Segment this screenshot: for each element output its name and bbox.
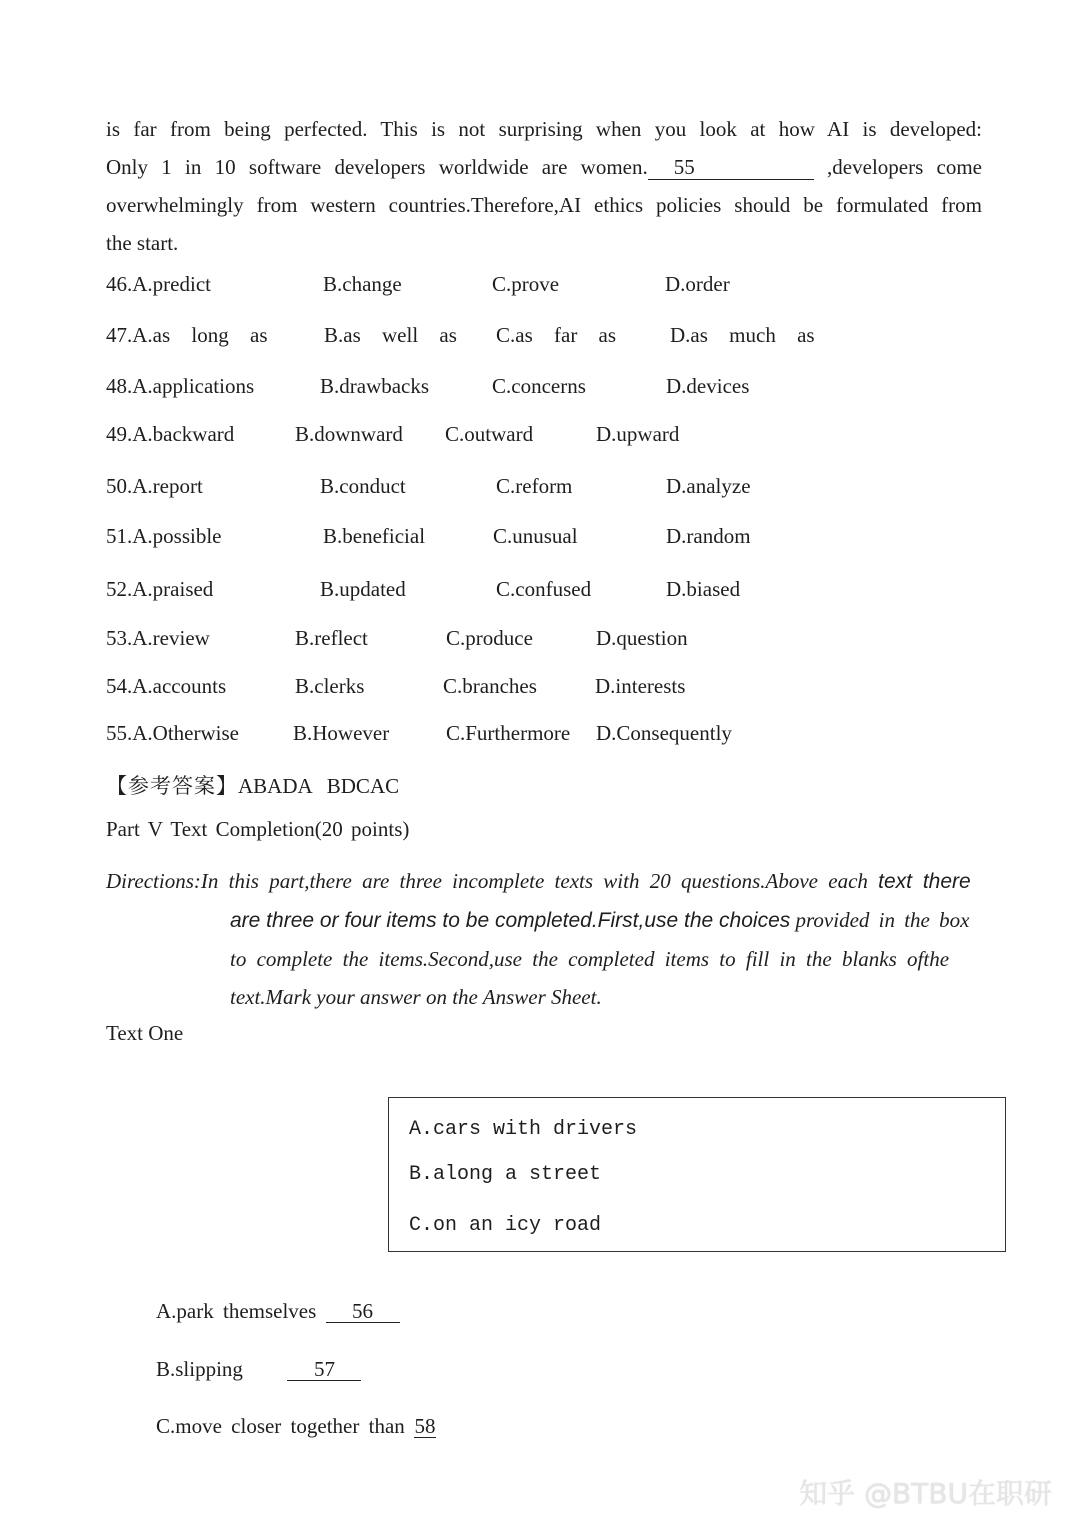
option-c: C.branches: [443, 674, 537, 698]
reference-answer: [106, 770, 399, 800]
item-label: A.park themselves: [156, 1299, 317, 1323]
question-46: [106, 272, 1006, 302]
choice-box: [388, 1097, 1006, 1252]
question-47: [106, 323, 1006, 353]
item-label: C.move closer together than: [156, 1414, 405, 1438]
option-b: B.beneficial: [323, 524, 426, 548]
option-c: C.concerns: [492, 374, 586, 398]
option-b: B.drawbacks: [320, 374, 430, 398]
item-label: B.slipping: [156, 1357, 243, 1381]
directions-text: are three or four items to be completed.First,use the choices: [230, 909, 791, 932]
completion-item: [156, 1414, 436, 1439]
option-c: C.produce: [446, 626, 533, 650]
option-c: C.prove: [492, 272, 560, 296]
choice-item: C.on an icy road: [409, 1214, 602, 1237]
option-d: D.upward: [596, 422, 680, 446]
answer-blank-55: 55: [648, 155, 814, 180]
option-d: D.question: [596, 626, 688, 650]
option-c: C.confused: [496, 577, 592, 601]
answer-blank-57: 57: [287, 1358, 361, 1381]
passage-text: Only 1 in 10 software developers worldwide are women.: [106, 155, 648, 179]
directions-line: text.Mark your answer on the Answer Sheet.: [230, 985, 602, 1009]
question-48: [106, 374, 1006, 404]
passage-line: overwhelmingly from western countries.Therefore,AI ethics policies should be formulated from: [106, 193, 982, 217]
passage-line: [106, 148, 982, 186]
option-d: D.as much as: [670, 323, 815, 347]
option-b: B.as well as: [324, 323, 457, 347]
option-a: 54.A.accounts: [106, 674, 227, 698]
directions-line: to complete the items.Second,use the completed items to fill in the blanks ofthe: [230, 947, 950, 971]
answer-value: ABADA BDCAC: [238, 774, 400, 798]
option-b: B.However: [293, 721, 390, 745]
watermark: 知乎 @BTBU在职研: [799, 1477, 1052, 1510]
section-heading: Text One: [106, 1021, 184, 1045]
option-d: D.devices: [666, 374, 750, 398]
passage-line: the start.: [106, 231, 179, 255]
option-b: B.downward: [295, 422, 403, 446]
option-a: 55.A.Otherwise: [106, 721, 239, 745]
completion-item: [156, 1299, 400, 1324]
question-51: [106, 524, 1006, 554]
option-b: B.reflect: [295, 626, 368, 650]
option-c: C.unusual: [493, 524, 578, 548]
passage-text: ,developers come: [827, 155, 983, 179]
answer-blank-58: 58: [414, 1414, 436, 1438]
question-52: [106, 577, 1006, 607]
directions: [106, 862, 998, 1016]
option-b: B.change: [323, 272, 402, 296]
passage-line: is far from being perfected. This is not surprising when you look at how AI is developed:: [106, 117, 982, 141]
choice-item: A.cars with drivers: [409, 1118, 638, 1141]
option-a: 46.A.predict: [106, 272, 211, 296]
option-a: 51.A.possible: [106, 524, 222, 548]
question-49: [106, 422, 1006, 452]
option-d: D.Consequently: [596, 721, 732, 745]
option-a: 53.A.review: [106, 626, 210, 650]
option-c: C.reform: [496, 474, 573, 498]
choice-item: B.along a street: [409, 1163, 602, 1186]
question-53: [106, 626, 1006, 656]
option-a: 49.A.backward: [106, 422, 235, 446]
option-c: C.Furthermore: [446, 721, 571, 745]
option-a: 50.A.report: [106, 474, 203, 498]
directions-text: Directions:In this part,there are three incomplete texts with 20 questions.Above each: [106, 869, 868, 893]
option-d: D.interests: [595, 674, 686, 698]
directions-text: text there: [878, 870, 971, 893]
option-a: 52.A.praised: [106, 577, 214, 601]
answer-blank-56: 56: [326, 1300, 400, 1323]
option-d: D.random: [666, 524, 751, 548]
answer-label: 【参考答案】: [106, 774, 238, 798]
reading-passage: [106, 110, 982, 262]
option-b: B.conduct: [320, 474, 406, 498]
option-c: C.outward: [445, 422, 534, 446]
directions-line: [106, 901, 998, 940]
option-a: 47.A.as long as: [106, 323, 268, 347]
question-55: [106, 721, 1006, 751]
option-d: D.analyze: [666, 474, 751, 498]
question-54: [106, 674, 1006, 704]
question-50: [106, 474, 1006, 504]
option-d: D.biased: [666, 577, 741, 601]
directions-text: provided in the box: [795, 908, 970, 932]
directions-line: [106, 862, 998, 901]
part-title: Part V Text Completion(20 points): [106, 817, 410, 841]
completion-item: [156, 1357, 361, 1382]
option-b: B.updated: [320, 577, 406, 601]
option-a: 48.A.applications: [106, 374, 255, 398]
option-b: B.clerks: [295, 674, 365, 698]
option-d: D.order: [665, 272, 730, 296]
option-c: C.as far as: [496, 323, 617, 347]
